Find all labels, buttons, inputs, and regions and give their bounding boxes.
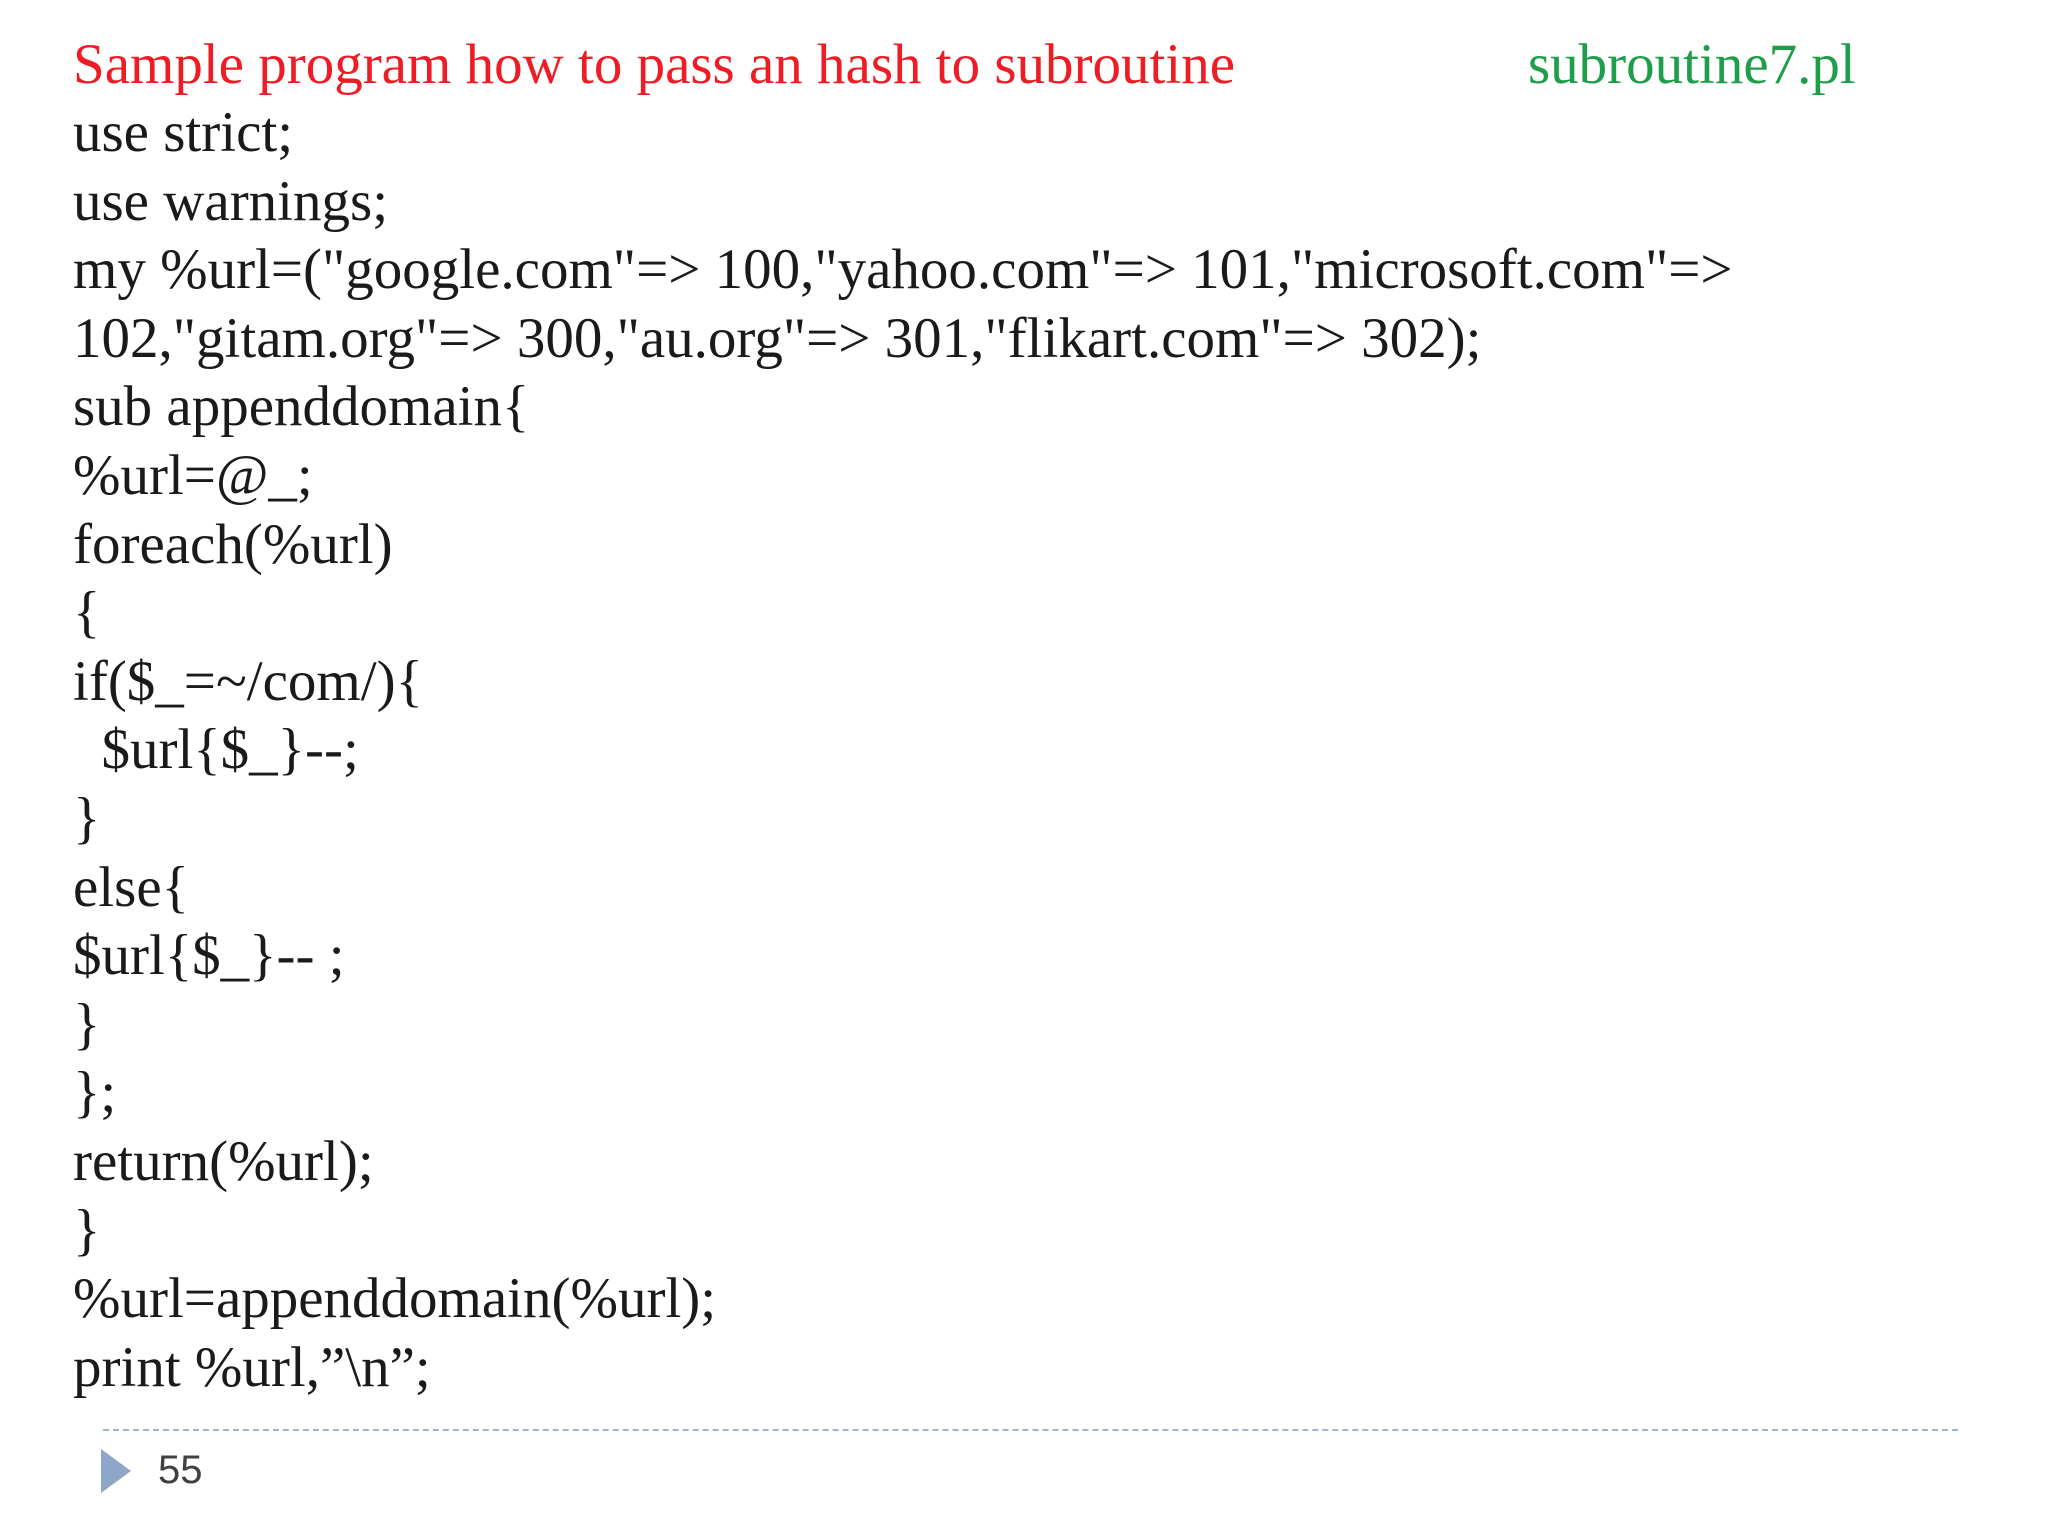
footer-divider <box>103 1429 1958 1431</box>
code-line: } <box>73 992 101 1056</box>
code-line: $url{$_}-- ; <box>73 924 345 988</box>
code-line: { <box>73 581 101 645</box>
code-line: } <box>73 786 101 850</box>
code-line: $url{$_}--; <box>73 718 359 782</box>
code-line: %url=appenddomain(%url); <box>73 1267 717 1331</box>
code-line: } <box>73 1198 101 1262</box>
slide-title: Sample program how to pass an hash to subroutine <box>73 33 1235 96</box>
code-line: use warnings; <box>73 169 389 233</box>
code-line: return(%url); <box>73 1129 374 1193</box>
code-line: foreach(%url) <box>73 512 393 576</box>
code-line: print %url,”\n”; <box>73 1335 431 1399</box>
code-block <box>73 99 1733 1402</box>
code-line: if($_=~/com/){ <box>73 649 423 713</box>
code-line: use strict; <box>73 101 294 164</box>
code-line: 102,"gitam.org"=> 300,"au.org"=> 301,"flikart.com"=> 302); <box>73 306 1482 370</box>
code-line: sub appenddomain{ <box>73 375 530 439</box>
slide-filename: subroutine7.pl <box>1528 33 1856 96</box>
code-line: }; <box>73 1061 117 1125</box>
page-number: 55 <box>158 1448 203 1492</box>
code-line: my %url=("google.com"=> 100,"yahoo.com"=> 101,"microsoft.com"=> <box>73 238 1733 302</box>
code-line: else{ <box>73 855 189 919</box>
code-line: %url=@_; <box>73 443 313 507</box>
triangle-right-icon <box>101 1449 131 1493</box>
